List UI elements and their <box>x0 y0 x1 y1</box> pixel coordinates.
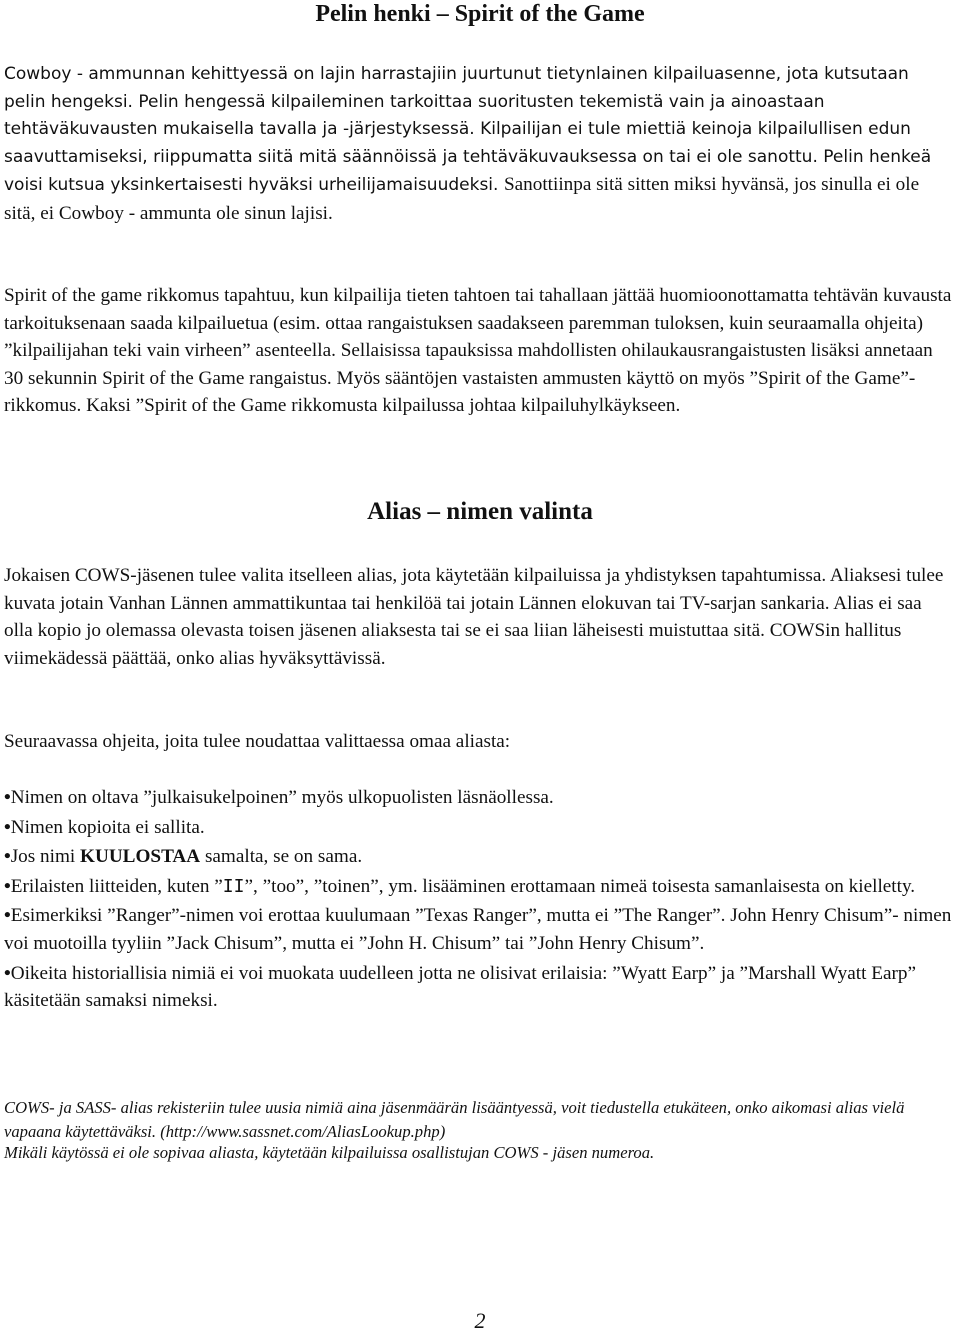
bullet-icon: • <box>4 875 11 897</box>
page-number: 2 <box>474 1308 486 1333</box>
bullet-icon: • <box>4 787 11 808</box>
bullet-icon: • <box>4 962 11 984</box>
suffix-example: II <box>222 875 245 897</box>
list-item: •Jos nimi KUULOSTAA samalta, se on sama. <box>4 846 363 868</box>
bullet-icon: • <box>4 846 11 868</box>
spirit-intro-text-end: Sanottiinpa sitä sitten miksi hyvänsä, jos sinulla ei ole sitä, ei Cowboy - ammunta ole sinun lajisi. <box>4 174 920 224</box>
list-item: •Oikeita historiallisia nimiä ei voi muokata uudelleen jotta ne olisivat erilaisia: ”Wyatt Earp” ja ”Marshall Wyatt Earp” käsitetään samaksi nimeksi. <box>4 962 916 1012</box>
alias-rules-intro: Seuraavassa ohjeita, joita tulee noudattaa valittaessa omaa aliasta: <box>4 731 511 752</box>
alias-intro-paragraph: Jokaisen COWS-jäsenen tulee valita itselleen alias, jota käytetään kilpailuissa ja yhdistyksen tapahtumissa. Aliaksesi tulee kuvata jotain Vanhan Lännen ammattikuntaa tai henkilöä tai jotain Lännen elokuvan tai TV-sarjan sankaria. Alias ei saa olla kopio jo olemassa olevasta toisen jäsenen aliaksesta tai se ei saa liian läheisesti muistuttaa sitä. COWSin hallitus viimekädessä päättää, onko alias hyväksyttävissä. <box>4 565 944 669</box>
bullet-icon: • <box>4 905 11 927</box>
list-item: •Esimerkiksi ”Ranger”-nimen voi erottaa kuulumaan ”Texas Ranger”, mutta ei ”The Ranger”. John Henry Chisum”- nimen voi muotoilla tyyliin ”Jack Chisum”, mutta ei ”John H. Chisum” tai ”John Henry Chisum”. <box>4 905 952 954</box>
emphasis-kuulostaa: KUULOSTAA <box>80 846 201 868</box>
list-item: •Nimen kopioita ei sallita. <box>4 816 205 838</box>
spirit-violation-paragraph: Spirit of the game rikkomus tapahtuu, kun kilpailija tieten tahtoen tai tahallaan jättää huomioonottamatta tehtävän kuvausta tarkoituksenaan saada kilpailuetua (esim. ottaa rangaistuksen saadakseen paremman tuloksen, kuin seuraamalla ohjeita) ”kilpailijahan teki vain virheen” asenteella. Sellaisissa tapauksissa mahdollisten ohilaukausrangaistusten lisäksi annetaan 30 sekunnin Spirit of the Game rangaistus. Myös sääntöjen vastaisten ammusten käyttö on myös ”Spirit of the Game”-rikkomus. Kaksi ”Spirit of the Game rikkomusta kilpailussa johtaa kilpailuhylkäykseen. <box>4 285 952 417</box>
spirit-intro-paragraph <box>4 61 954 229</box>
spirit-intro-text: Cowboy - ammunnan kehittyessä on lajin harrastajiin juurtunut tietynlainen kilpailuasenne, jota kutsutaan pelin hengeksi. Pelin hengessä kilpaileminen tarkoittaa suoritusten tekemistä vain ja ainoastaan tehtäväkuvausten mukaisella tavalla ja -järjestyksessä. Kilpailijan ei tule miettiä keinoja kilpailullisen edun saavuttamiseksi, riippumatta siitä mitä säännöissä ja tehtäväkuvauksessa on tai ei ole sanottu. Pelin henkeä voisi kutsua yksinkertaisesti hyväksi urheilijamaisuudeksi. <box>4 64 932 196</box>
section-title-spirit-of-the-game: Pelin henki – Spirit of the Game <box>315 1 645 27</box>
alias-rules-list <box>4 784 954 1017</box>
member-number-note: Mikäli käytössä ei ole sopivaa aliasta, käytetään kilpailuissa osallistujan COWS - jäsen numeroa. <box>4 1143 655 1162</box>
section-title-alias: Alias – nimen valinta <box>367 498 593 525</box>
list-item: •Erilaisten liitteiden, kuten ”II”, ”too”, ”toinen”, ym. lisääminen erottamaan nimeä toisesta samanlaisesta on kielletty. <box>4 875 916 897</box>
alias-registry-note: COWS- ja SASS- alias rekisteriin tulee uusia nimiä aina jäsenmäärän lisääntyessä, voit tiedustella etukäteen, onko aikomasi alias vielä vapaana käytettäväksi. (http://www.sassnet.com/AliasLookup.php) <box>4 1098 905 1141</box>
list-item: •Nimen on oltava ”julkaisukelpoinen” myös ulkopuolisten läsnäollessa. <box>4 787 554 808</box>
bullet-icon: • <box>4 816 11 838</box>
